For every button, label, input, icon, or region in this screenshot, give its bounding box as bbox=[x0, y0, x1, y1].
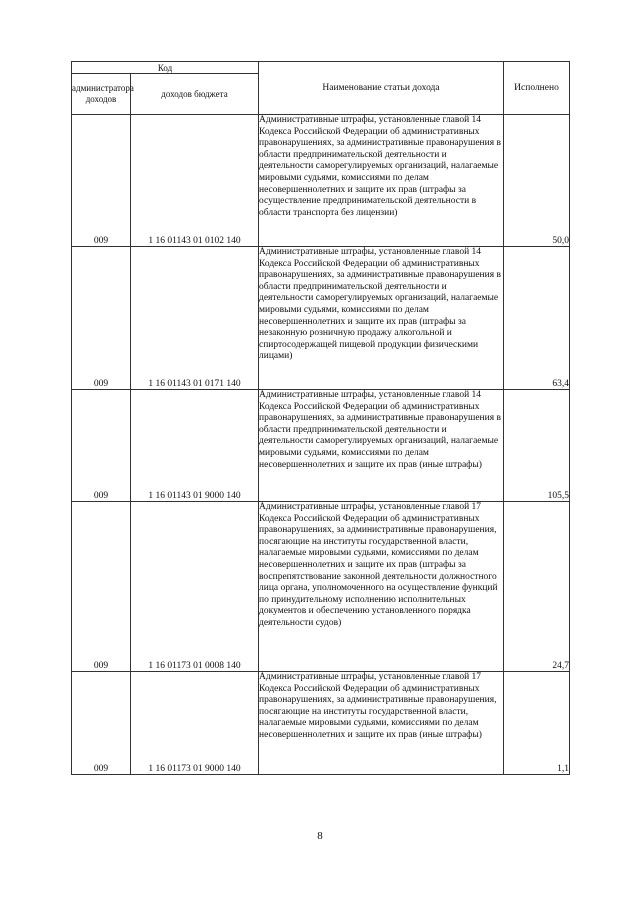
income-name: Административные штрафы, установленные главой 14 Кодекса Российской Федерации об административных правонарушениях, за административные правонарушения в области предпринимательской деятельности и деятельности саморегулируемых организаций, налагаемые мировыми судьями, комиссиями по делам несовершеннолетних и защите их прав (штрафы за осуществление предпринимательской деятельности в области транспорта без лицензии) bbox=[259, 115, 504, 247]
executed-value: 50,0 bbox=[504, 115, 570, 247]
executed-value: 1,1 bbox=[504, 672, 570, 775]
header-code: Код bbox=[72, 62, 259, 74]
header-name: Наименование статьи дохода bbox=[259, 62, 504, 115]
income-code: 1 16 01143 01 0102 140 bbox=[131, 115, 259, 247]
income-code: 1 16 01143 01 0171 140 bbox=[131, 247, 259, 390]
header-admin: администратора доходов bbox=[72, 74, 131, 115]
header-executed: Исполнено bbox=[504, 62, 570, 115]
executed-value: 63,4 bbox=[504, 247, 570, 390]
income-code: 1 16 01143 01 9000 140 bbox=[131, 390, 259, 502]
table-row bbox=[72, 672, 570, 775]
executed-value: 24,7 bbox=[504, 502, 570, 672]
table-row bbox=[72, 115, 570, 247]
income-name: Административные штрафы, установленные главой 14 Кодекса Российской Федерации об административных правонарушениях, за административные правонарушения в области предпринимательской деятельности и деятельности саморегулируемых организаций, налагаемые мировыми судьями, комиссиями по делам несовершеннолетних и защите их прав (иные штрафы) bbox=[259, 390, 504, 502]
header-income: доходов бюджета bbox=[131, 74, 259, 115]
table-row bbox=[72, 247, 570, 390]
income-name: Административные штрафы, установленные главой 17 Кодекса Российской Федерации об административных правонарушениях, за административные правонарушения, посягающие на институты государственной власти, налагаемые мировыми судьями, комиссиями по делам несовершеннолетних и защите их прав (иные штрафы) bbox=[259, 672, 504, 775]
executed-value: 105,5 bbox=[504, 390, 570, 502]
admin-code: 009 bbox=[72, 247, 131, 390]
admin-code: 009 bbox=[72, 502, 131, 672]
income-code: 1 16 01173 01 0008 140 bbox=[131, 502, 259, 672]
income-name: Административные штрафы, установленные главой 14 Кодекса Российской Федерации об административных правонарушениях, за административные правонарушения в области предпринимательской деятельности и деятельности саморегулируемых организаций, налагаемые мировыми судьями, комиссиями по делам несовершеннолетних и защите их прав (штрафы за незаконную розничную продажу алкогольной и спиртосодержащей пищевой продукции физическими лицами) bbox=[259, 247, 504, 390]
table-row bbox=[72, 390, 570, 502]
table-row bbox=[72, 502, 570, 672]
page-number: 8 bbox=[317, 830, 323, 842]
income-code: 1 16 01173 01 9000 140 bbox=[131, 672, 259, 775]
admin-code: 009 bbox=[72, 390, 131, 502]
admin-code: 009 bbox=[72, 115, 131, 247]
income-name: Административные штрафы, установленные главой 17 Кодекса Российской Федерации об административных правонарушениях, за административные правонарушения, посягающие на институты государственной власти, налагаемые мировыми судьями, комиссиями по делам несовершеннолетних и защите их прав (штрафы за воспрепятствование законной деятельности должностного лица органа, уполномоченного на осуществление функций по принудительному исполнению исполнительных документов и обеспечению установленного порядка деятельности судов) bbox=[259, 502, 504, 672]
budget-income-table bbox=[71, 61, 570, 775]
admin-code: 009 bbox=[72, 672, 131, 775]
